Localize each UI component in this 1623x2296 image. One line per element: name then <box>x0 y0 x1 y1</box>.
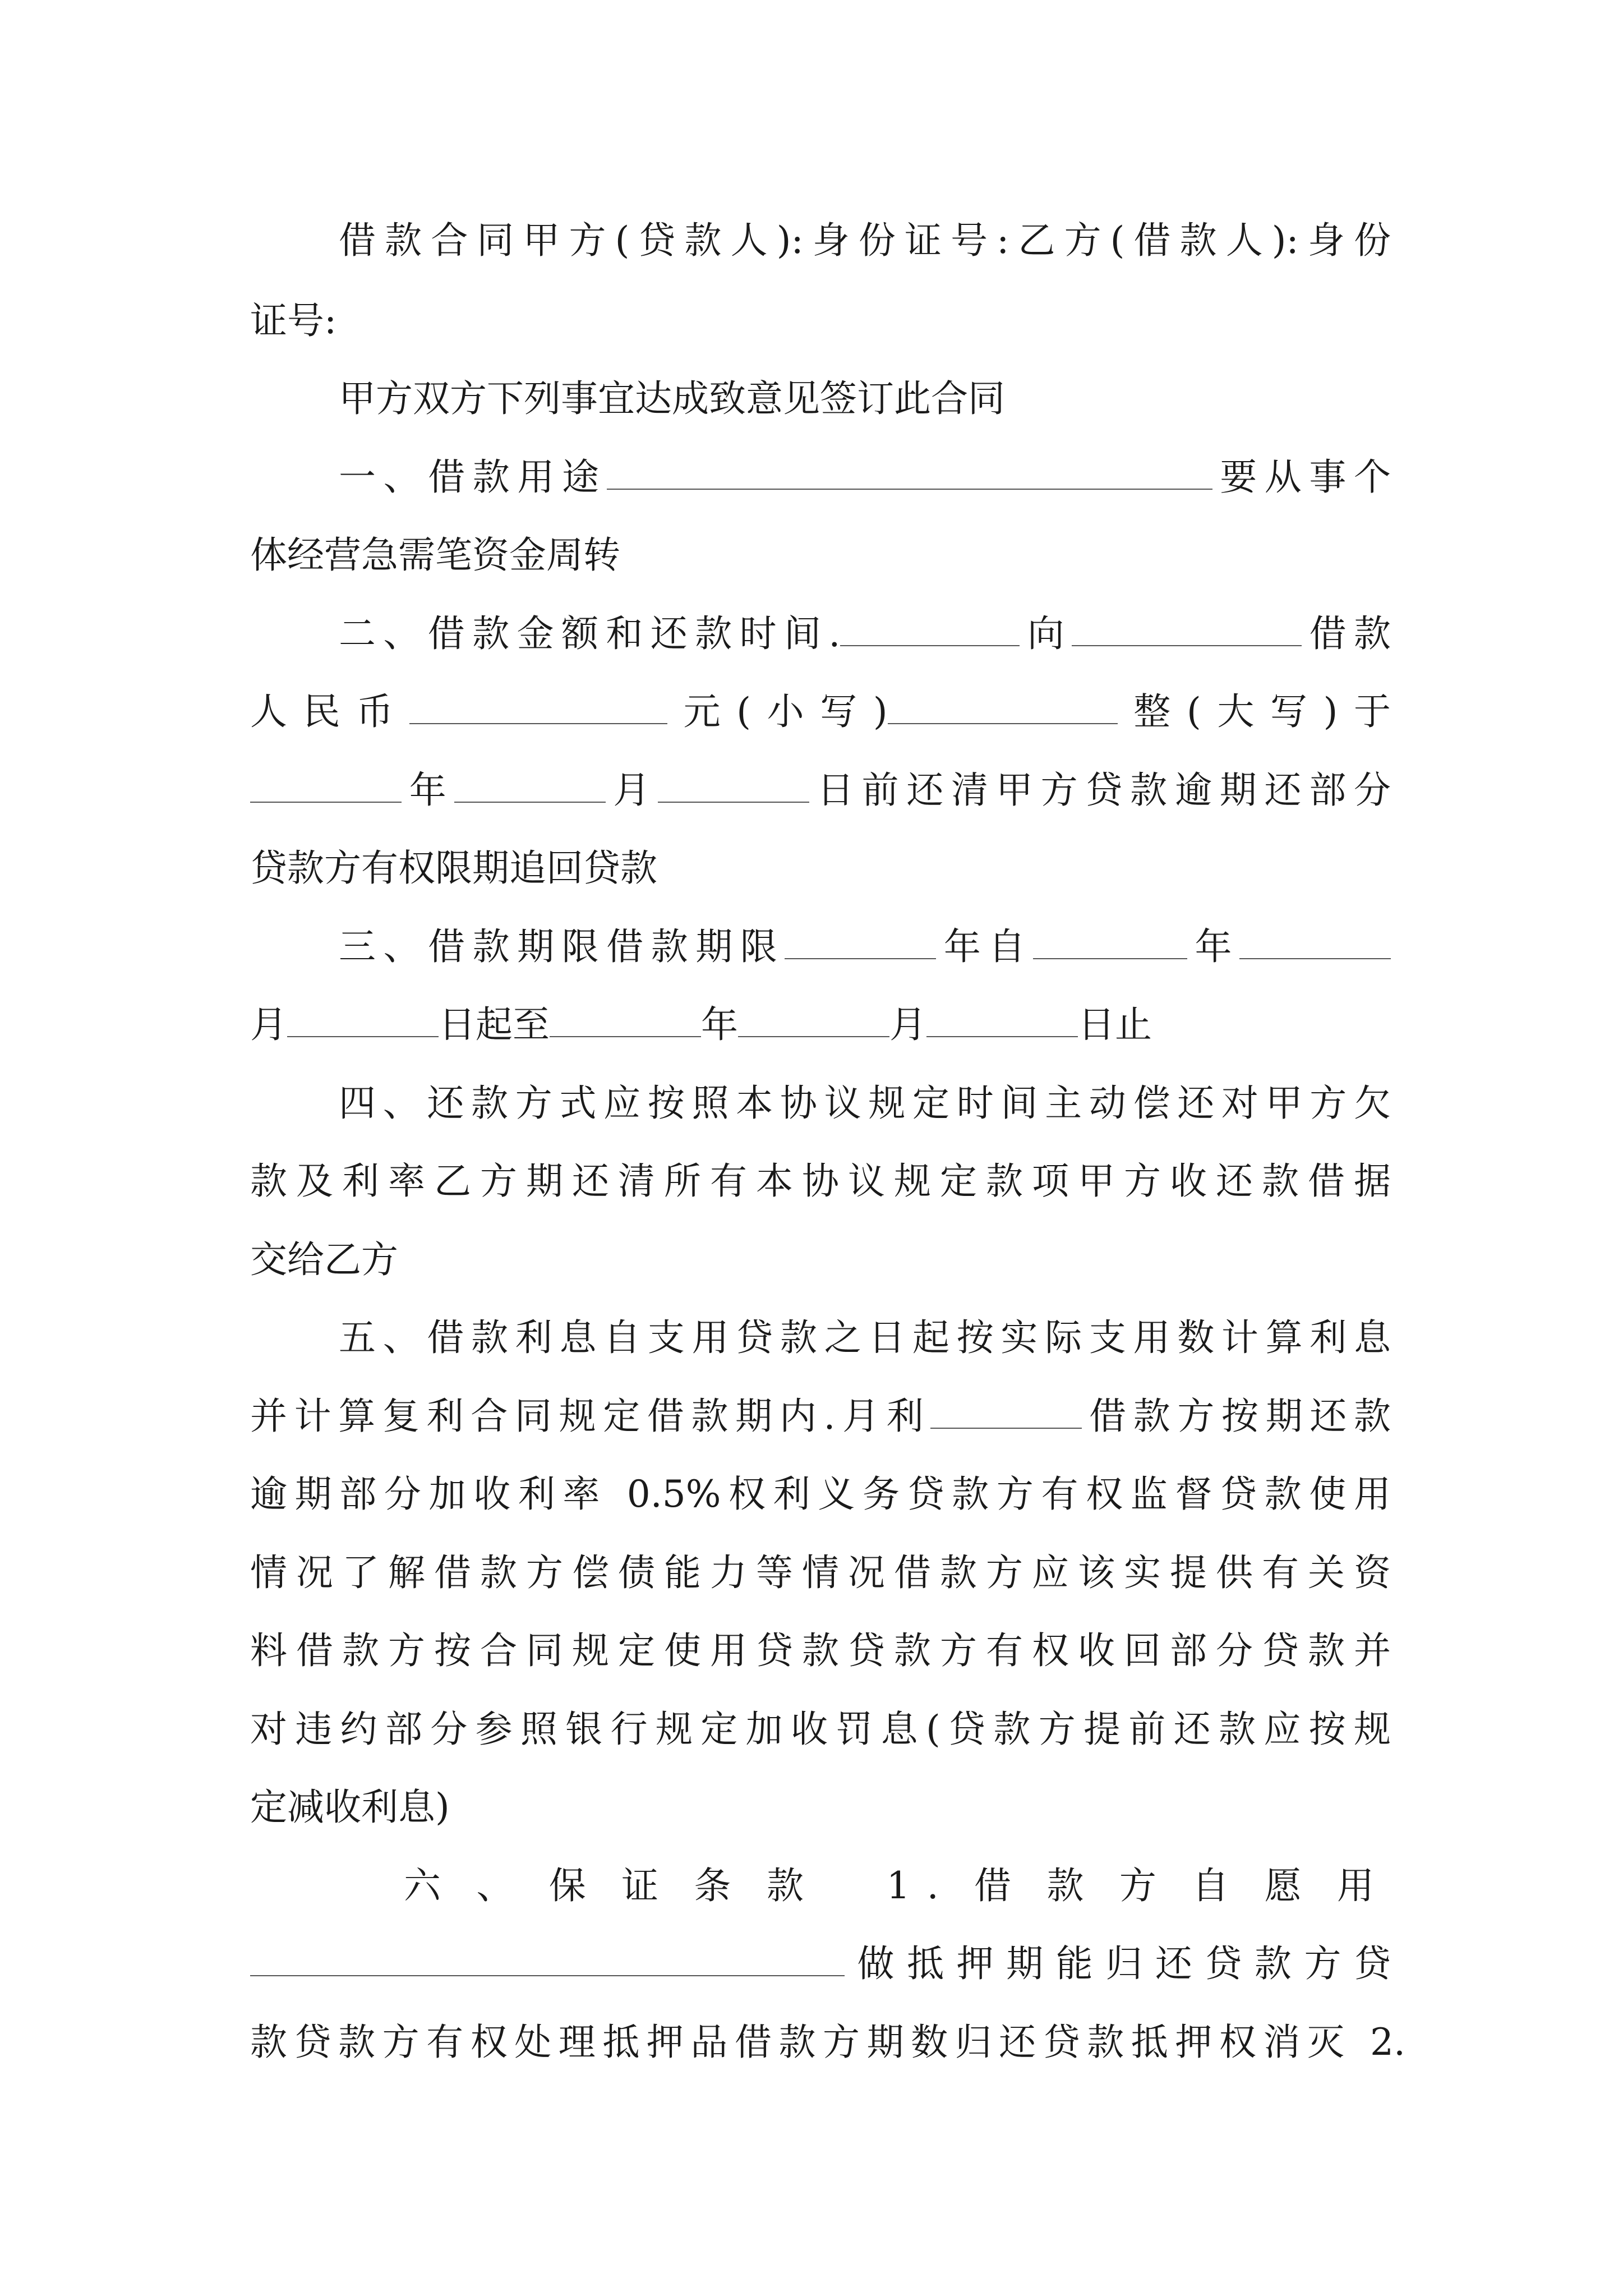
line-text: 交给乙方 <box>250 1238 398 1281</box>
paragraph-line <box>250 2012 1405 2073</box>
paragraph-line <box>339 368 1391 430</box>
paragraph-line <box>250 760 1391 821</box>
paragraph-line <box>250 524 1391 586</box>
line-text: 年 <box>402 769 454 812</box>
blank-field <box>550 1030 701 1037</box>
line-text: 四、还款方式应按照本协议规定时间主动偿还对甲方欠 <box>339 1082 1391 1125</box>
blank-field <box>454 796 606 803</box>
line-text: 日起至 <box>439 1003 550 1046</box>
blank-field <box>409 717 667 724</box>
blank-field <box>1239 953 1391 959</box>
paragraph-line <box>339 916 1391 978</box>
line-text: 人民币 <box>250 690 409 733</box>
paragraph-line <box>339 1307 1391 1369</box>
line-text: 料借款方按合同规定使用贷款贷款方有权收回部分贷款并 <box>250 1629 1391 1672</box>
line-text: 定减收利息) <box>250 1786 450 1829</box>
line-text: 情况了解借款方偿债能力等情况借款方应该实提供有关资 <box>250 1551 1391 1594</box>
blank-field <box>738 1030 889 1037</box>
blank-field <box>287 1030 439 1037</box>
line-text: 逾期部分加收利率 0.5%权利义务贷款方有权监督贷款使用 <box>250 1473 1391 1516</box>
line-text: 六、保证条款 1.借款方自愿用 <box>404 1864 1391 1907</box>
blank-field <box>888 717 1118 724</box>
paragraph-line <box>339 210 1391 272</box>
paragraph-line <box>250 290 1391 352</box>
line-text: 借款方按期还款 <box>1082 1395 1391 1438</box>
blank-field <box>250 796 402 803</box>
line-text: 月 <box>605 769 658 812</box>
paragraph-line <box>250 838 1391 899</box>
paragraph-line <box>250 1151 1391 1212</box>
paragraph-line <box>404 1855 1391 1917</box>
line-text: 做抵押期能归还贷款方贷 <box>845 1942 1391 1985</box>
blank-field <box>840 639 1020 646</box>
line-text: 并计算复利合同规定借款期内.月利 <box>250 1395 931 1438</box>
line-text: 款及利率乙方期还清所有本协议规定款项甲方收还款借据 <box>250 1159 1391 1203</box>
line-text: 二、借款金额和还款时间. <box>339 612 841 655</box>
line-text: 借款合同甲方(贷款人):身份证号:乙方(借款人):身份 <box>339 219 1391 262</box>
line-text: 体经营急需笔资金周转 <box>250 533 620 577</box>
paragraph-line <box>250 994 1391 1056</box>
paragraph-line <box>250 1933 1391 1995</box>
paragraph-line <box>250 1542 1391 1604</box>
paragraph-line <box>250 1386 1391 1447</box>
line-text: 五、借款利息自支用贷款之日起按实际支用数计算利息 <box>339 1316 1391 1359</box>
blank-field <box>785 953 936 959</box>
paragraph-line <box>250 1777 1391 1838</box>
paragraph-line <box>250 681 1391 743</box>
line-text: 日止 <box>1078 1003 1152 1046</box>
paragraph-line <box>339 447 1391 508</box>
line-text: 元(小写) <box>667 690 888 733</box>
blank-field <box>607 483 1212 490</box>
line-text: 甲方双方下列事宜达成致意见签订此合同 <box>339 377 1005 420</box>
line-text: 贷款方有权限期追回贷款 <box>250 846 657 890</box>
line-text: 三、借款期限借款期限 <box>339 925 785 968</box>
line-text: 年自 <box>936 925 1033 968</box>
line-text: 日前还清甲方贷款逾期还部分 <box>809 769 1391 812</box>
line-text: 年 <box>701 1003 738 1046</box>
paragraph-line <box>250 1620 1391 1682</box>
paragraph-line <box>250 1229 1391 1291</box>
line-text: 月 <box>889 1003 926 1046</box>
line-text: 年 <box>1187 925 1240 968</box>
blank-field <box>658 796 809 803</box>
line-text: 整(大写)于 <box>1117 690 1391 733</box>
line-text: 要从事个 <box>1212 455 1391 499</box>
paragraph-line <box>339 1073 1391 1134</box>
line-text: 月 <box>250 1003 287 1046</box>
line-text: 向 <box>1020 612 1072 655</box>
line-text: 借款 <box>1302 612 1391 655</box>
blank-field <box>1033 953 1187 959</box>
paragraph-line <box>250 1464 1391 1525</box>
blank-field <box>926 1030 1078 1037</box>
line-text: 证号: <box>250 299 337 342</box>
paragraph-line <box>250 1699 1391 1760</box>
line-text: 款贷款方有权处理抵押品借款方期数归还贷款抵押权消灭 2. <box>250 2021 1405 2064</box>
blank-field <box>930 1422 1082 1429</box>
line-text: 一、借款用途 <box>339 455 607 499</box>
blank-field <box>1072 639 1302 646</box>
paragraph-line <box>339 603 1391 665</box>
blank-field <box>250 1970 845 1976</box>
line-text: 对违约部分参照银行规定加收罚息(贷款方提前还款应按规 <box>250 1708 1391 1751</box>
